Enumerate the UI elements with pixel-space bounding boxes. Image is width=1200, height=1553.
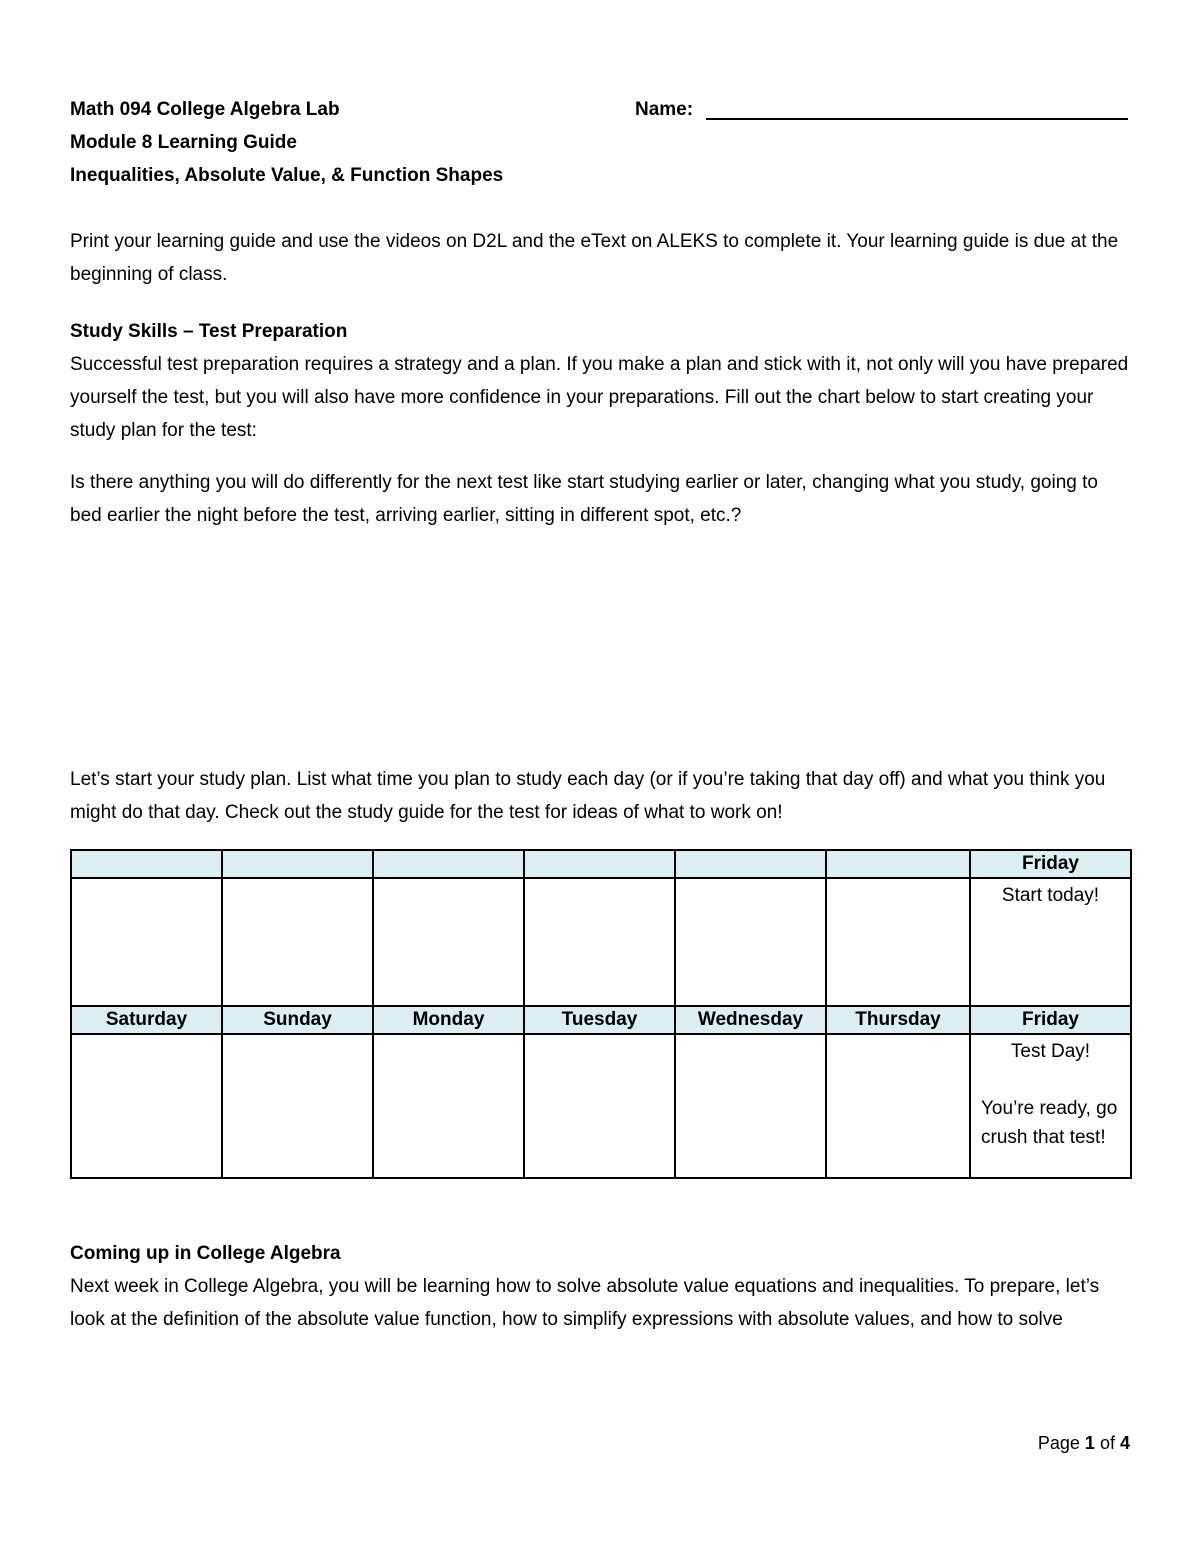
plan-cell[interactable] [71, 878, 222, 1006]
start-today-note: Start today! [1001, 885, 1100, 906]
header-cell-saturday: Saturday [71, 1006, 222, 1034]
header-cell-friday: Friday [970, 1006, 1131, 1034]
header-cell-thursday: Thursday [826, 1006, 970, 1034]
study-skills-question: Is there anything you will do differently for the next test like start studying earlier or later, changing what you study, going to bed earlier the night before the test, arriving earlier, sitting in different spot, etc.? [70, 472, 1098, 526]
plan-cell[interactable] [373, 878, 524, 1006]
study-plan-instructions: Let’s start your study plan. List what time you plan to study each day (or if you’re taking that day off) and what you think you might do that day. Check out the study guide for the test for ideas of what to work on! [70, 769, 1106, 823]
table-row [71, 1034, 1131, 1178]
plan-cell[interactable] [826, 1034, 970, 1178]
module-title: Module 8 Learning Guide [70, 132, 297, 153]
table-row [71, 878, 1131, 1006]
plan-cell[interactable] [71, 1034, 222, 1178]
page-number: 1 [1084, 1433, 1095, 1453]
plan-cell[interactable] [675, 1034, 826, 1178]
header-cell [71, 850, 222, 878]
coming-up-heading: Coming up in College Algebra [70, 1243, 341, 1264]
plan-cell[interactable] [222, 1034, 373, 1178]
test-day-note: Test Day! [1010, 1041, 1091, 1062]
header-cell-monday: Monday [373, 1006, 524, 1034]
plan-cell[interactable] [524, 878, 675, 1006]
header-cell-tuesday: Tuesday [524, 1006, 675, 1034]
table-header-row [71, 850, 1131, 878]
course-title: Math 094 College Algebra Lab [70, 99, 340, 120]
plan-cell[interactable] [826, 878, 970, 1006]
header-cell [675, 850, 826, 878]
header-cell-friday: Friday [970, 850, 1131, 878]
table-header-row [71, 1006, 1131, 1034]
name-label: Name: [635, 99, 694, 120]
plan-cell-friday[interactable] [970, 878, 1131, 1006]
header-cell [826, 850, 970, 878]
encouragement-note: You’re ready, go crush that test! [981, 1098, 1118, 1148]
plan-cell[interactable] [675, 878, 826, 1006]
page-word: Page [1037, 1433, 1080, 1453]
coming-up-paragraph: Next week in College Algebra, you will be learning how to solve absolute value equations and inequalities. To prepare, let’s look at the definition of the absolute value function, how to simplify expressions with absolute values, and how to solve [70, 1276, 1100, 1330]
study-plan-table [70, 849, 1132, 1179]
page-footer [1000, 1428, 1130, 1458]
header-cell-wednesday: Wednesday [675, 1006, 826, 1034]
header-cell-sunday: Sunday [222, 1006, 373, 1034]
study-skills-heading: Study Skills – Test Preparation [70, 321, 348, 342]
header-cell [524, 850, 675, 878]
plan-cell[interactable] [222, 878, 373, 1006]
plan-cell-friday[interactable] [970, 1034, 1131, 1178]
page-total: 4 [1119, 1433, 1130, 1453]
header-cell [373, 850, 524, 878]
study-skills-paragraph: Successful test preparation requires a strategy and a plan. If you make a plan and stick with it, not only will you have prepared yourself the test, but you will also have more confidence in your preparations. Fill out the chart below to start creating your study plan for the test: [70, 354, 1129, 441]
plan-cell[interactable] [373, 1034, 524, 1178]
intro-paragraph: Print your learning guide and use the videos on D2L and the eText on ALEKS to complete it. Your learning guide is due at the beginning of class. [70, 231, 1119, 285]
topic-title: Inequalities, Absolute Value, & Function Shapes [70, 165, 504, 186]
of-word: of [1099, 1433, 1115, 1453]
name-blank-line[interactable] [706, 118, 1128, 120]
header-cell [222, 850, 373, 878]
plan-cell[interactable] [524, 1034, 675, 1178]
